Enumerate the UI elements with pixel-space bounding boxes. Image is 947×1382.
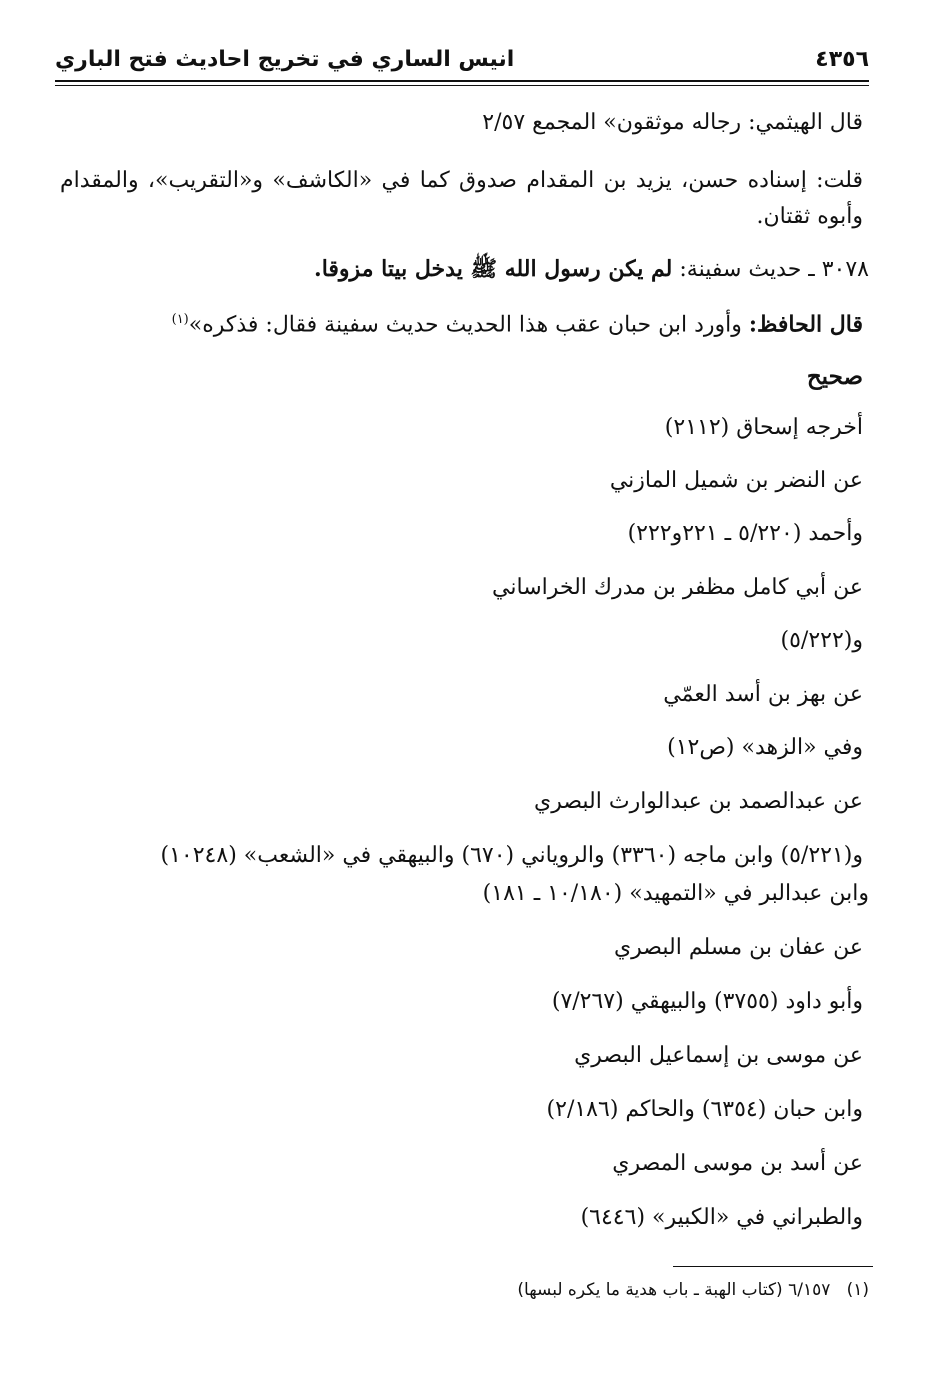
footnote-rule bbox=[673, 1266, 873, 1267]
running-title: انيس الساري في تخريج احاديث فتح الباري bbox=[55, 46, 515, 72]
narrator-line: عن عبدالصمد بن عبدالوارث البصري bbox=[533, 789, 863, 814]
author-comment: قلت: إسناده حسن، يزيد بن المقدام صدوق كما في «الكاشف» و«التقريب»، والمقدام وأبوه ثقتان. bbox=[60, 168, 863, 229]
takhrij-line: وابن حبان (٦٣٥٤) والحاكم (٢/١٨٦) bbox=[546, 1097, 863, 1122]
grade-heading: صحيح bbox=[806, 363, 863, 390]
hadith-text: لم يكن رسول الله ﷺ يدخل بيتا مزوقا. bbox=[314, 256, 673, 282]
narrator-line: عن أسد بن موسى المصري bbox=[612, 1151, 863, 1176]
narrator-line: عن النضر بن شميل المازني bbox=[609, 468, 863, 493]
narrator-line: عن عفان بن مسلم البصري bbox=[613, 935, 863, 960]
hadith-number: ٣٠٧٨ ـ حديث سفينة: bbox=[679, 257, 869, 282]
footnote-text: ٦/١٥٧ (كتاب الهبة ـ باب هدية ما يكره لبسها) bbox=[517, 1280, 831, 1300]
takhrij-line: وأحمد (٥/٢٢٠ ـ ٢٢١و٢٢٢) bbox=[627, 521, 863, 546]
narrator-line: عن بهز بن أسد العمّي bbox=[663, 682, 863, 707]
footnote-ref: (١) bbox=[171, 312, 189, 327]
takhrij-line: والطبراني في «الكبير» (٦٤٤٦) bbox=[580, 1205, 863, 1230]
page-number: ٤٣٥٦ bbox=[815, 46, 869, 72]
hadith-heading bbox=[314, 254, 869, 285]
narrator-line: عن أبي كامل مظفر بن مدرك الخراساني bbox=[492, 575, 863, 600]
footnote-number: (١) bbox=[846, 1280, 869, 1300]
takhrij-line: وأبو داود (٣٧٥٥) والبيهقي (٧/٢٦٧) bbox=[551, 989, 863, 1014]
footnote bbox=[517, 1280, 869, 1300]
takhrij-line: و(٥/٢٢٢) bbox=[780, 628, 863, 653]
takhrij-line: و(٥/٢٢١) وابن ماجه (٣٣٦٠) والروياني (٦٧٠) والبيهقي في «الشعب» (١٠٢٤٨) bbox=[160, 843, 863, 868]
hafiz-label: قال الحافظ: bbox=[748, 311, 863, 338]
hafiz-statement bbox=[172, 305, 863, 340]
takhrij-line: أخرجه إسحاق (٢١١٢) bbox=[664, 415, 863, 440]
narrator-line: عن موسى بن إسماعيل البصري bbox=[574, 1043, 863, 1068]
takhrij-line-cont: وابن عبدالبر في «التمهيد» (١٠/١٨٠ ـ ١٨١) bbox=[482, 881, 869, 906]
page-header bbox=[55, 42, 869, 76]
header-rule-thick bbox=[55, 80, 869, 82]
haythami-quote: قال الهيثمي: رجاله موثقون» المجمع ٢/٥٧ bbox=[482, 110, 863, 135]
hafiz-text: وأورد ابن حبان عقب هذا الحديث حديث سفينة فقال: فذكره» bbox=[188, 312, 742, 338]
takhrij-line: وفي «الزهد» (ص١٢) bbox=[667, 735, 863, 760]
header-rule-thin bbox=[55, 85, 869, 86]
